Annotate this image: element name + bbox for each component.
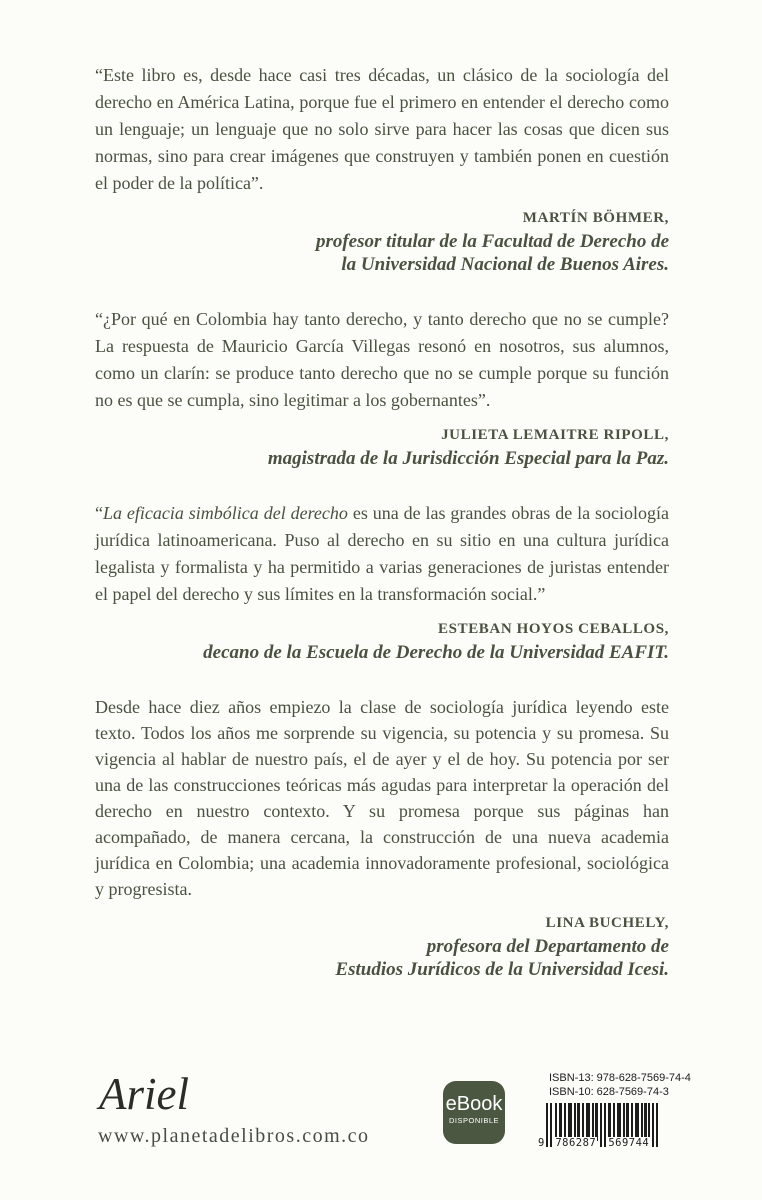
testimonial-3 [95,500,669,664]
barcode-bars [546,1103,658,1147]
quote-text: “¿Por qué en Colombia hay tanto derecho, y tanto derecho que no se cumple? La respuesta de Mauricio García Villegas resonó en nosotros, sus alumnos, como un clarín: se produce tanto derecho que no se cumple porque su función no es que se cumpla, sino legitimar a los gobernantes”. [95,309,669,410]
barcode-digits-left: 786287 [555,1137,597,1149]
isbn-barcode-block [538,1072,691,1147]
isbn10-text: ISBN-10: 628-7569-74-3 [549,1085,669,1098]
author-role: decano de la Escuela de Derecho de la Universidad EAFIT. [203,642,669,663]
ebook-badge-subtitle: DISPONIBLE [448,1116,499,1125]
quote-text: “La eficacia simbólica del derecho es una de las grandes obras de la sociología jurídica latinoamericana. Puso al derecho en su sitio en una cultura jurídica legalista y formalista y ha permitido a varias generaciones de juristas entender el papel del derecho y sus límites en la transformación social.” [95,503,669,604]
testimonial-2 [95,306,669,470]
author-name: LINA BUCHELY, [545,915,669,931]
publisher-website: www.planetadelibros.com.co [98,1125,370,1147]
barcode-digits-right: 569744 [608,1137,650,1149]
publisher-logo: Ariel [99,1069,189,1119]
attribution [95,209,669,276]
ebook-badge [443,1081,505,1144]
author-role: profesor titular de la Facultad de Derecho de la Universidad Nacional de Buenos Aires. [315,231,669,275]
quote-text: “Este libro es, desde hace casi tres décadas, un clásico de la sociología del derecho en América Latina, porque fue el primero en entender el derecho como un lenguaje; un lenguaje que no solo sirve para hacer las cosas que dicen sus normas, sino para crear imágenes que construyen y también ponen en cuestión el poder de la política”. [95,65,669,193]
author-name: ESTEBAN HOYOS CEBALLOS, [438,621,669,637]
author-role: magistrada de la Jurisdicción Especial para la Paz. [267,448,669,469]
author-name: JULIETA LEMAITRE RIPOLL, [441,427,669,443]
attribution [95,914,669,981]
isbn13-text: ISBN-13: 978-628-7569-74-4 [549,1072,691,1084]
author-role: profesora del Departamento de Estudios Jurídicos de la Universidad Icesi. [335,936,669,980]
ean-barcode [538,1103,691,1147]
author-name: MARTÍN BÖHMER, [522,210,669,226]
quote-text: Desde hace diez años empiezo la clase de sociología jurídica leyendo este texto. Todos los años me sorprende su vigencia, su potencia y su promesa. Su vigencia al hablar de nuestro país, el de ayer y el de hoy. Su potencia por ser una de las construcciones teóricas más agudas para interpretar la operación del derecho en nuestro contexto. Y su promesa porque sus páginas han acompañado, de manera cercana, la construcción de una nueva academia jurídica en Colombia; una academia innovadoramente profesional, sociológica y progresista. [95,697,669,899]
ebook-badge-title: eBook [445,1093,503,1115]
attribution [95,620,669,664]
testimonial-1 [95,62,669,276]
testimonials-column [95,62,669,981]
testimonial-4 [95,694,669,981]
attribution [95,426,669,470]
barcode-lead-digit: 9 [538,1137,545,1149]
